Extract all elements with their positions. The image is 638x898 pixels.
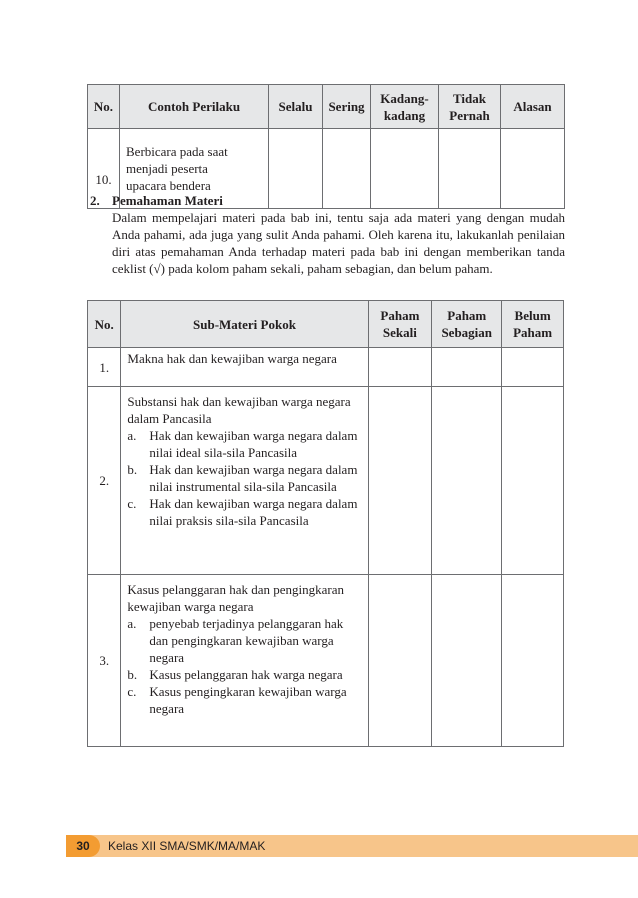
subtopic-text: Hak dan kewajiban warga negara dalam nilai praksis sila-sila Pancasila [149, 496, 358, 528]
subtopic-letter: c. [127, 684, 137, 699]
section-paragraph: Dalam mempelajari materi pada bab ini, tentu saja ada materi yang dengan mudah Anda pahami, ada juga yang sulit Anda pahami. Oleh karena itu, lakukanlah penilaian diri atas pemahaman Anda terhadap materi pada bab ini dengan memberikan tanda ceklist (√) pada kolom paham sekali, paham sebagian, dan belum paham. [112, 210, 565, 276]
subtopic-letter: b. [127, 667, 138, 682]
cell-paham-sekali[interactable] [368, 387, 432, 575]
row-number: 3. [88, 575, 121, 747]
subtopic-item [127, 666, 363, 683]
table-header-row [88, 301, 564, 348]
cell-paham-sekali[interactable] [368, 575, 432, 747]
header-tidak-pernah: Tidak Pernah [439, 85, 501, 129]
header-no: No. [88, 85, 120, 129]
cell-paham-sekali[interactable] [368, 348, 432, 387]
row-topic [121, 387, 368, 575]
cell-belum-paham[interactable] [502, 575, 564, 747]
cell-paham-sebagian[interactable] [432, 387, 502, 575]
topic-lead: Substansi hak dan kewajiban warga negara dalam Pancasila [127, 394, 351, 426]
topic-lead: Makna hak dan kewajiban warga negara [127, 351, 337, 366]
row-topic [121, 575, 368, 747]
subtopic-letter: a. [127, 428, 137, 443]
self-assessment-behavior-table [87, 84, 565, 209]
subtopic-text: Hak dan kewajiban warga negara dalam nilai instrumental sila-sila Pancasila [149, 462, 358, 494]
subtopic-item [127, 615, 363, 666]
page-footer [0, 835, 638, 857]
subtopic-item [127, 461, 363, 495]
subtopic-letter: b. [127, 462, 138, 477]
subtopic-item [127, 683, 363, 717]
section-heading [90, 192, 565, 209]
header-paham-sebagian: Paham Sebagian [432, 301, 502, 348]
subtopic-text: Kasus pengingkaran kewajiban warga negara [149, 684, 347, 716]
subtopic-item [127, 495, 363, 529]
cell-paham-sebagian[interactable] [432, 348, 502, 387]
cell-belum-paham[interactable] [502, 348, 564, 387]
subtopic-item [127, 427, 363, 461]
table-row [88, 348, 564, 387]
table-row [88, 387, 564, 575]
subtopic-letter: c. [127, 496, 137, 511]
subtopic-letter: a. [127, 616, 137, 631]
subtopic-text: Hak dan kewajiban warga negara dalam nilai ideal sila-sila Pancasila [149, 428, 358, 460]
section-number: 2. [90, 193, 100, 208]
header-selalu: Selalu [269, 85, 323, 129]
table-header-row [88, 85, 565, 129]
header-kadang-kadang: Kadang- kadang [371, 85, 439, 129]
behavior-line: upacara bendera [126, 178, 211, 193]
behavior-line: menjadi peserta [126, 161, 208, 176]
header-belum-paham: Belum Paham [502, 301, 564, 348]
header-sering: Sering [323, 85, 371, 129]
behavior-line: Berbicara pada saat [126, 144, 228, 159]
cell-paham-sebagian[interactable] [432, 575, 502, 747]
subtopic-text: penyebab terjadinya pelanggaran hak dan pengingkaran kewajiban warga negara [149, 616, 344, 665]
subtopic-text: Kasus pelanggaran hak warga negara [149, 667, 343, 682]
section-title: Pemahaman Materi [112, 193, 223, 208]
topic-lead: Kasus pelanggaran hak dan pengingkaran kewajiban warga negara [127, 582, 344, 614]
section-pemahaman-materi [90, 192, 565, 277]
row-number: 10. [88, 129, 120, 209]
row-topic [121, 348, 368, 387]
book-title: Kelas XII SMA/SMK/MA/MAK [108, 839, 266, 853]
row-number: 1. [88, 348, 121, 387]
row-number: 2. [88, 387, 121, 575]
table-row [88, 575, 564, 747]
header-alasan: Alasan [501, 85, 565, 129]
cell-belum-paham[interactable] [502, 387, 564, 575]
header-contoh-perilaku: Contoh Perilaku [120, 85, 269, 129]
header-no: No. [88, 301, 121, 348]
understanding-table [87, 300, 564, 747]
header-paham-sekali: Paham Sekali [368, 301, 432, 348]
page-number: 30 [66, 835, 100, 857]
header-sub-materi-pokok: Sub-Materi Pokok [121, 301, 368, 348]
